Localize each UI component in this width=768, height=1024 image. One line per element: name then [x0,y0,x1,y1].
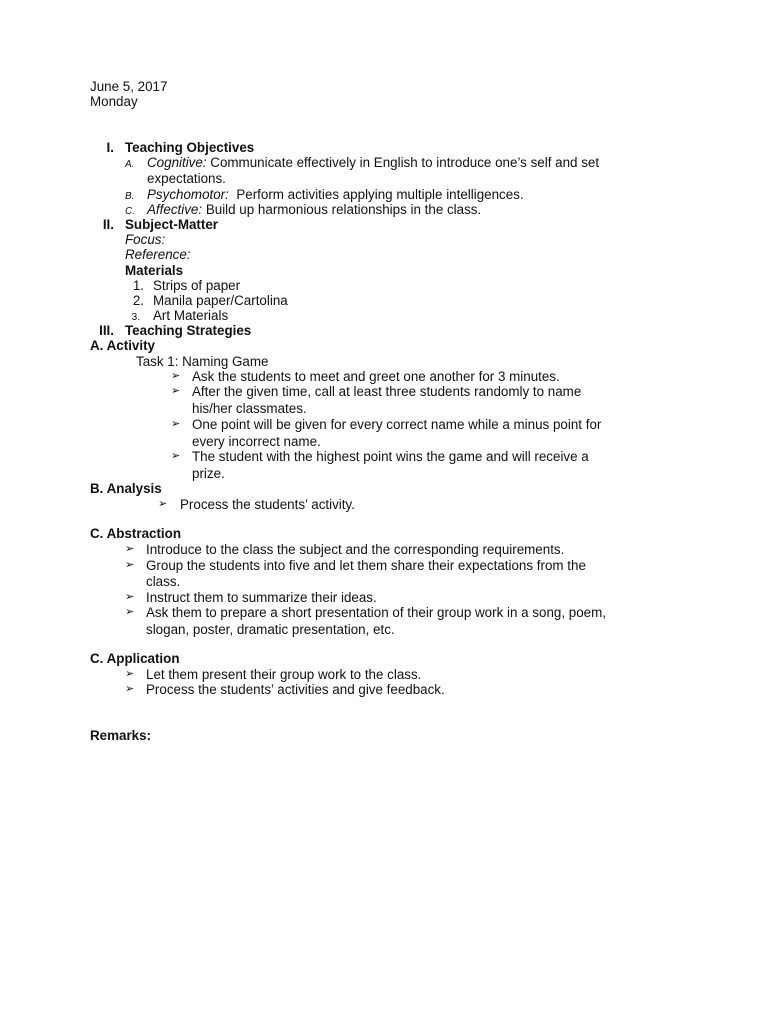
activity-task: Task 1: Naming Game [136,354,269,369]
date-text: June 5, 2017 [90,79,168,94]
application-title: C. Application [90,651,180,666]
activity-bullet: Ask the students to meet and greet one another for 3 minutes. [192,369,560,384]
bullet-arrow-icon: ➢ [171,385,181,397]
objective-label: Affective: [147,202,203,217]
activity-bullet-continued: his/her classmates. [192,401,307,416]
material-item: Manila paper/Cartolina [153,293,288,308]
bullet-arrow-icon: ➢ [125,606,135,618]
material-number: 3. [131,312,140,323]
bullet-arrow-icon: ➢ [171,418,181,430]
section-numeral-iii: III. [99,323,114,338]
focus-label: Focus: [125,232,166,247]
section-title-strategies: Teaching Strategies [125,323,252,338]
activity-bullet-continued: every incorrect name. [192,434,321,449]
objective-text: Communicate effectively in English to introduce one’s self and set [210,155,600,170]
activity-bullet-continued: prize. [192,466,225,481]
bullet-arrow-icon: ➢ [125,559,135,571]
objective-letter-b: B. [125,191,135,202]
objective-text-continued: expectations. [147,171,226,186]
abstraction-bullet: Instruct them to summarize their ideas. [146,590,377,605]
bullet-arrow-icon: ➢ [125,543,135,555]
bullet-arrow-icon: ➢ [125,668,135,680]
bullet-arrow-icon: ➢ [158,498,168,510]
material-number: 2. [132,293,144,308]
analysis-title: B. Analysis [90,481,162,496]
analysis-bullet: Process the students’ activity. [180,497,355,512]
bullet-arrow-icon: ➢ [125,683,135,695]
section-title-objectives: Teaching Objectives [125,140,255,155]
activity-title: A. Activity [90,338,155,353]
objective-affective [147,202,481,217]
day-text: Monday [90,94,138,109]
section-numeral-ii: II. [102,217,114,232]
section-title-subject-matter: Subject-Matter [125,217,219,232]
activity-bullet: The student with the highest point wins the game and will receive a [192,449,589,464]
application-bullet: Let them present their group work to the class. [146,667,422,682]
reference-label: Reference: [125,247,191,262]
material-item: Art Materials [153,308,229,323]
objective-cognitive [147,155,599,170]
remarks-title: Remarks: [90,728,152,743]
objective-label: Cognitive: [147,155,207,170]
objective-text: Build up harmonious relationships in the class. [205,202,482,217]
objective-psychomotor [147,187,524,202]
section-numeral-i: I. [106,140,114,155]
abstraction-bullet: Introduce to the class the subject and the corresponding requirements. [146,542,565,557]
materials-title: Materials [125,263,184,278]
abstraction-bullet: Group the students into five and let them share their expectations from the [146,558,586,573]
bullet-arrow-icon: ➢ [171,450,181,462]
activity-bullet: After the given time, call at least three students randomly to name [192,384,582,399]
objective-label: Psychomotor: [147,187,229,202]
abstraction-bullet: Ask them to prepare a short presentation of their group work in a song, poem, [146,605,606,620]
objective-letter-c: C. [125,206,135,217]
application-bullet: Process the students’ activities and give feedback. [146,682,445,697]
objective-text: Perform activities applying multiple intelligences. [236,187,524,202]
material-item: Strips of paper [153,278,241,293]
material-number: 1. [132,278,144,293]
bullet-arrow-icon: ➢ [125,591,135,603]
abstraction-bullet-continued: class. [146,574,181,589]
abstraction-title: C. Abstraction [90,526,182,541]
objective-letter-a: A. [125,159,135,170]
bullet-arrow-icon: ➢ [171,370,181,382]
activity-bullet: One point will be given for every correct name while a minus point for [192,417,602,432]
abstraction-bullet-continued: slogan, poster, dramatic presentation, etc. [146,622,395,637]
